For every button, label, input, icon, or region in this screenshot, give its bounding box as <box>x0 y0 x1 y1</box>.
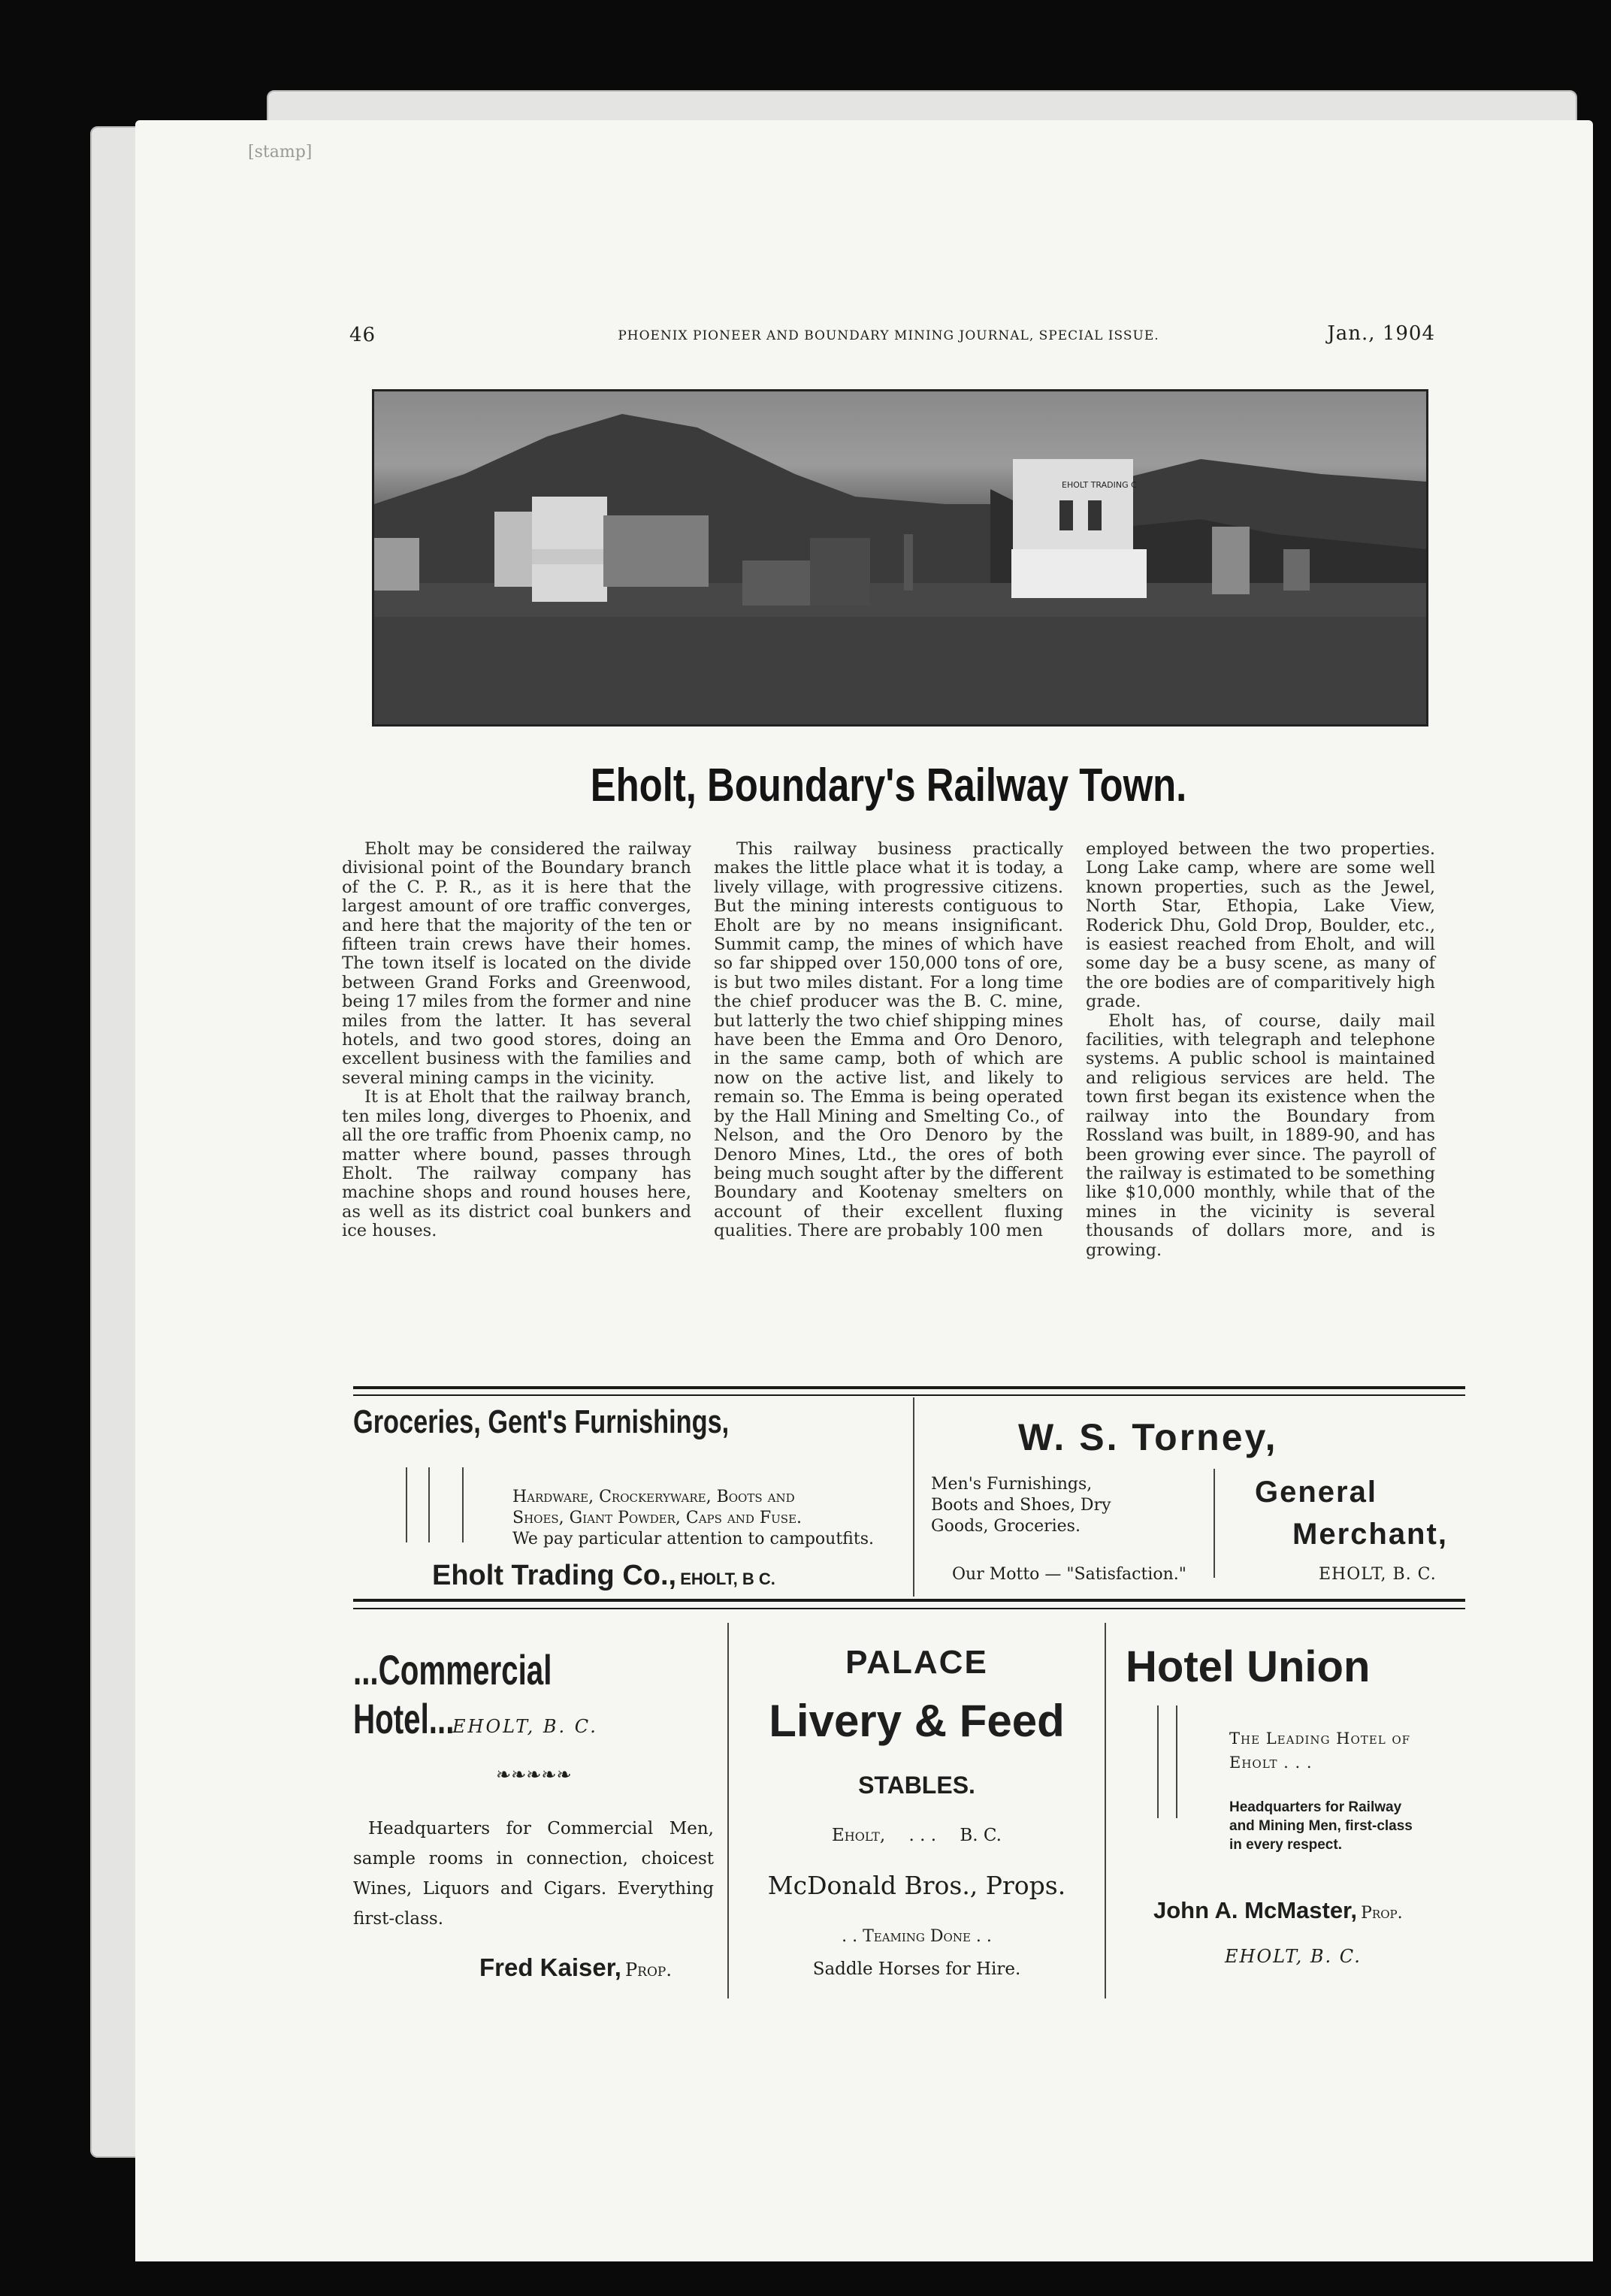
place-province: B. C. <box>960 1826 1002 1845</box>
ad-middle-rule-thin <box>353 1608 1465 1609</box>
article-paragraph: It is at Eholt that the railway branch, ten miles long, diverges to Phoenix, and all the ore traffic from Phoenix camp, no matter where bound, passes through Eholt. The railway company has machine shops and round houses here, as well as its district coal bunkers and ice houses. <box>342 1087 691 1241</box>
ad-line: Boots and Shoes, Dry <box>931 1496 1111 1515</box>
article-paragraph: employed between the two properties. Long Lake camp, where are some well known properties, such as the Jewel, North Star, Ethopia, Lake View, Roderick Dhu, Gold Drop, Boulder, etc., is easiest reached from Eholt, and will some day be a busy scene, as many of the ore bodies are of comparitively high grade. <box>1086 839 1435 1012</box>
ad-bracket-line <box>406 1467 407 1542</box>
ad-torney <box>920 1403 1465 1599</box>
ad-proprietor <box>479 1953 672 1982</box>
proprietor-suffix: Prop. <box>1361 1904 1403 1923</box>
article-paragraph: This railway business practically makes the little place what it is today, a lively village, with progressive citizens. But the mining interests contiguous to Eholt are by no means insignificant. Summit camp, the mines of which have so far shipped over 150,000 tons of ore, is but two miles distant. For a long time the chief producer was the B. C. mine, but latterly the two chief shipping mines have been the Emma and Oro Denoro, in the same camp, both of which are now on the active list, and likely to remain so. The Emma is being operated by the Hall Mining and Smelting Co., of Nelson, and the Oro Denoro by the Denoro Mines, Ltd., the ores of both being much sought after by the different Boundary and Kootenay smelters on account of their excellent fluxing qualities. There are probably 100 men <box>714 839 1063 1241</box>
ad-headline-main: Livery & Feed <box>769 1696 1065 1746</box>
business-name: Eholt Trading Co., <box>432 1560 677 1591</box>
ad-bracket-line <box>462 1467 464 1542</box>
running-title: PHOENIX PIONEER AND BOUNDARY MINING JOURNAL, SPECIAL ISSUE. <box>618 328 1159 343</box>
ad-headline: W. S. Torney, <box>1018 1416 1278 1458</box>
ad-headline: PALACE <box>845 1644 988 1681</box>
store-sign-text: EHOLT TRADING C <box>1062 480 1137 490</box>
ad-divider <box>727 1623 729 1998</box>
ad-place <box>733 1826 1101 1845</box>
street-view-photo <box>372 389 1428 727</box>
ad-middle-rule <box>353 1599 1465 1602</box>
ad-top-rule-thin <box>353 1394 1465 1396</box>
ad-business-name <box>432 1560 775 1592</box>
business-place: EHOLT, B C. <box>680 1569 775 1588</box>
page-number: 46 <box>349 324 376 346</box>
ad-divider <box>1105 1623 1106 1998</box>
place-town: Eholt, <box>832 1826 886 1845</box>
ad-top-rule <box>353 1386 1465 1389</box>
proprietor-suffix: Prop. <box>625 1959 672 1980</box>
ad-place: EHOLT, B. C. <box>452 1716 598 1737</box>
ad-line: . . Teaming Done . . <box>842 1927 992 1946</box>
article-column-1 <box>342 840 691 1241</box>
issue-date: Jan., 1904 <box>1327 322 1435 345</box>
running-header <box>342 319 1435 349</box>
ad-title: General <box>1255 1476 1377 1509</box>
ad-line: Men's Furnishings, <box>931 1475 1093 1494</box>
ad-headline: ...Commercial Hotel... <box>353 1646 552 1742</box>
article-paragraph: Eholt may be considered the railway divisional point of the Boundary branch of the C. P. R., as it is here that the largest amount of ore traffic converges, and here that the majority of the ten or fifteen train crews have their homes. The town itself is located on the divide between Grand Forks and Greenwood, being 17 miles from the former and nine miles from the latter. It has several hotels, and two good stores, doing an excellent business with the families and several mining camps in the vicinity. <box>342 839 691 1088</box>
ad-bracket-line <box>428 1467 430 1542</box>
ad-headline: Groceries, Gent's Furnishings, <box>353 1403 730 1440</box>
ad-bracket-line <box>1176 1705 1177 1818</box>
ad-divider <box>913 1397 914 1597</box>
ad-line: Headquarters for Railway <box>1229 1799 1402 1815</box>
ad-line: We pay particular attention to campoutfits. <box>512 1530 874 1548</box>
ad-place: EHOLT, B. C. <box>1225 1946 1362 1967</box>
ad-line: Saddle Horses for Hire. <box>812 1959 1021 1979</box>
ad-hotel-union <box>1112 1623 1465 1998</box>
ad-line: Hardware, Crockeryware, Boots and <box>512 1488 795 1506</box>
article-column-2 <box>714 840 1063 1241</box>
ad-line: and Mining Men, first-class <box>1229 1818 1413 1834</box>
place-dots: . . . <box>908 1826 937 1845</box>
ad-commercial-hotel <box>353 1623 721 1998</box>
ad-place: EHOLT, B. C. <box>1319 1565 1437 1584</box>
ad-line: The Leading Hotel of <box>1229 1730 1411 1748</box>
ornament: ❧❧❧❧❧ <box>496 1764 572 1785</box>
ad-text: Headquarters for Commercial Men, sample rooms in connection, choicest Wines, Liquors and Cigars. Everything first-class. <box>353 1819 714 1929</box>
ad-line: Goods, Groceries. <box>931 1517 1081 1536</box>
library-stamp: [stamp] <box>248 143 313 162</box>
ad-line: in every respect. <box>1229 1837 1342 1853</box>
ad-headline: Hotel Union <box>1126 1642 1371 1691</box>
ad-eholt-trading <box>353 1403 909 1599</box>
article-column-3 <box>1086 840 1435 1260</box>
ad-owners: McDonald Bros., Props. <box>767 1871 1066 1900</box>
article-paragraph: Eholt has, of course, daily mail facilities, with telegraph and telephone systems. A public school is maintained and religious services are held. The town first began its existence when the railway into the Boundary from Rossland was built, in 1889-90, and has been growing ever since. The payroll of the railway is estimated to be something like $10,000 monthly, while that of the mines in the vicinity is several thousands of dollars more, and is growing. <box>1086 1011 1435 1260</box>
ad-subheadline: STABLES. <box>858 1772 975 1799</box>
proprietor-name: John A. McMaster, <box>1153 1897 1358 1923</box>
ad-title: Merchant, <box>1292 1518 1448 1551</box>
proprietor-name: Fred Kaiser, <box>479 1953 621 1981</box>
ad-motto: Our Motto — "Satisfaction." <box>952 1565 1186 1584</box>
ad-bracket-line <box>1157 1705 1159 1818</box>
ad-palace-livery <box>733 1623 1101 1998</box>
article-headline: Eholt, Boundary's Railway Town. <box>590 760 1187 811</box>
article-body <box>342 840 1435 1351</box>
ad-proprietor <box>1153 1897 1403 1924</box>
street-view-illustration <box>374 391 1426 724</box>
ad-line: Eholt . . . <box>1229 1754 1313 1772</box>
ad-line: Shoes, Giant Powder, Caps and Fuse. <box>512 1509 802 1527</box>
